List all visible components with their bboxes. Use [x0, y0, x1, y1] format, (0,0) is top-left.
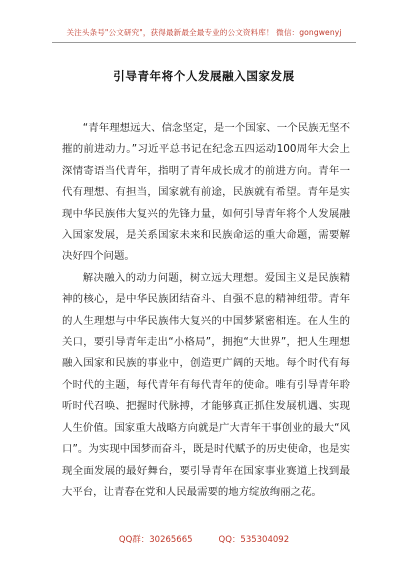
footer-contact — [0, 533, 408, 545]
document-title: 引导青年将个人发展融入国家发展 — [113, 69, 295, 83]
header-divider — [52, 42, 356, 43]
paragraph: “青年理想远大、信念坚定，是一个国家、一个民族无坚不摧的前进动力。”习近平总书记在纪念五四运动100周年大会上深情寄语当代青年，指明了青年成长成才的前进方向。青年一代有理想、有担当，国家就有前途，民族就有希望。青年是实现中华民族伟大复兴的先锋力量，如何引导青年将个人发展融入国家发展，是关系国家未来和民族命运的重大命题，需要解决好四个问题。 — [62, 122, 350, 263]
paragraph: 解决融入的动力问题，树立远大理想。爱国主义是民族精神的核心，是中华民族团结奋斗、自强不息的精神纽带。青年的人生理想与中华民族伟大复兴的中国梦紧密相连。在人生的关口，要引导青年走出“小格局”，拥抱“大世界”，把人生理想融入国家和民族的事业中，创造更广阔的天地。每个时代有每个时代的主题，每代青年有每代青年的使命。唯有引导青年聆听时代召唤、把握时代脉搏，才能够真正抓住发展机遇、实现人生价值。国家重大战略方向就是广大青年干事创业的最大“风口”。为实现中国梦而奋斗，既是时代赋予的历史使命，也是实现全面发展的最好舞台，要引导青年在国家事业赛道上找到最大平台，让青春在党和人民最需要的地方绽放绚丽之花。 — [62, 271, 350, 498]
document-body — [62, 118, 350, 503]
header-banner: 关注头条号"公文研究"，获得最新最全最专业的公文资料库！ 微信：gongwenyj — [66, 28, 342, 37]
footer-qq-group: QQ群：30265665 — [118, 535, 193, 545]
footer-qq-number: QQ：535304092 — [218, 535, 290, 545]
